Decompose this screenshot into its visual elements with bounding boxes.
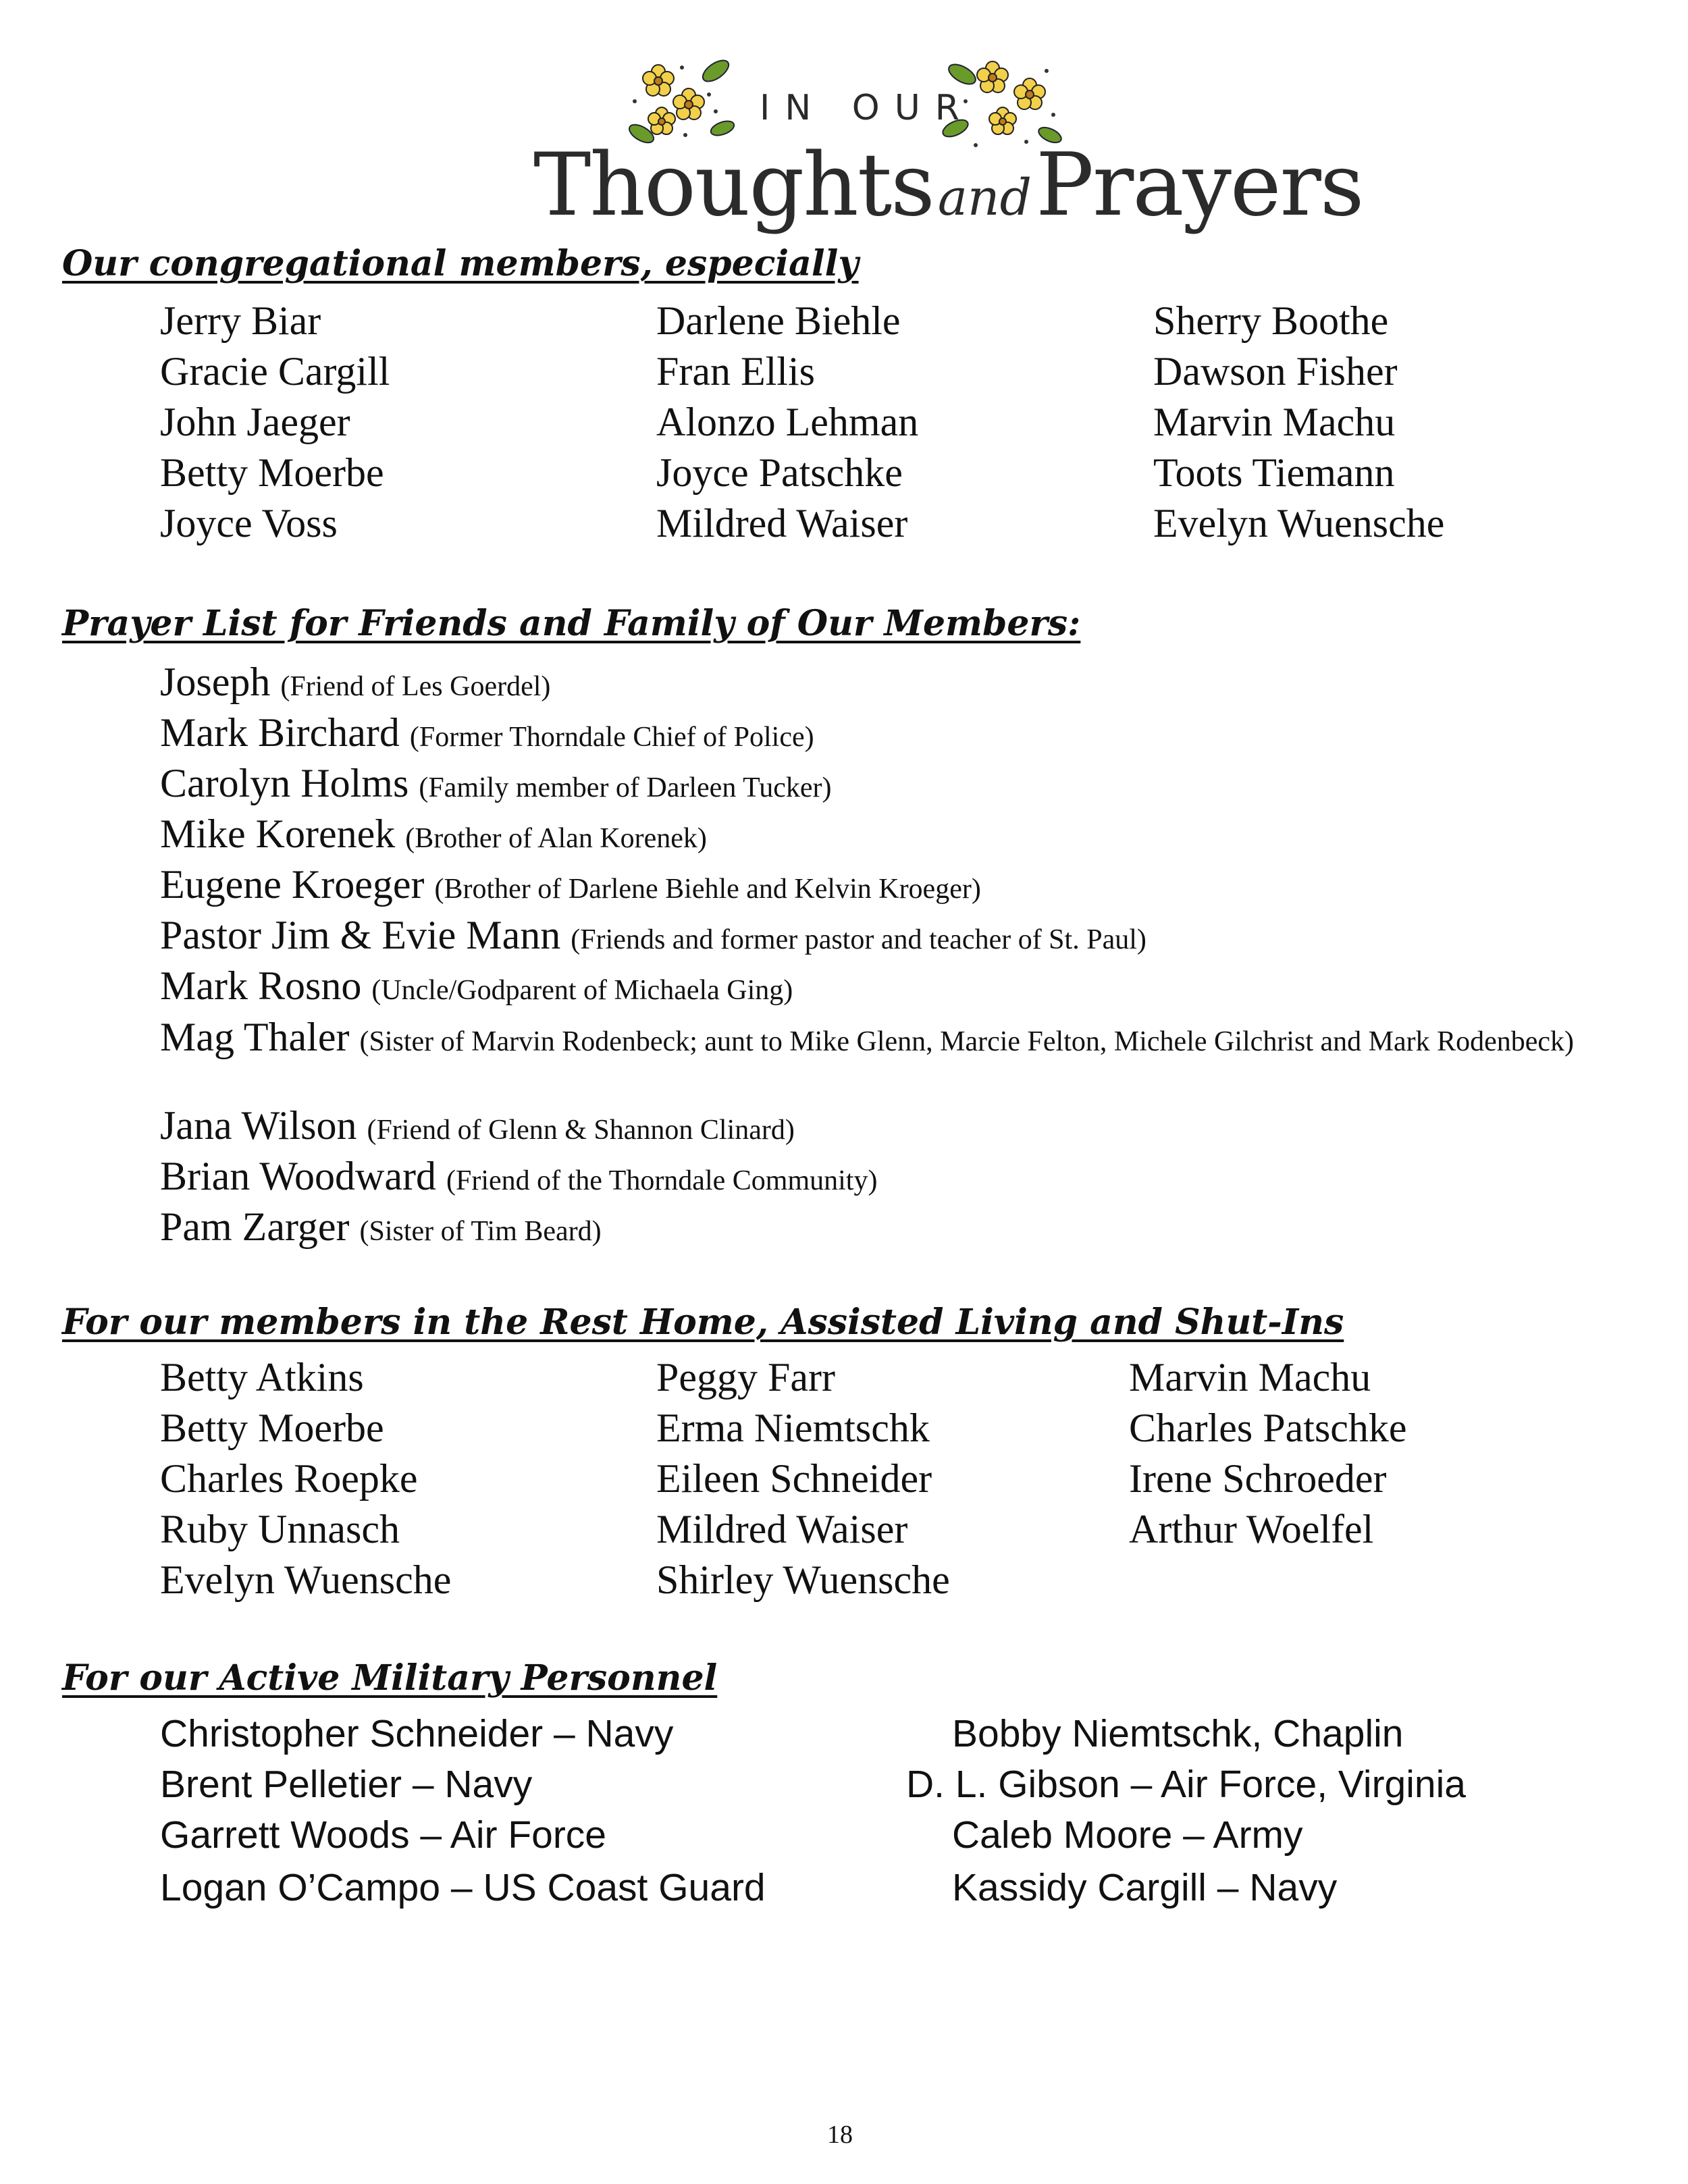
list-item: Brent Pelletier – Navy — [160, 1763, 533, 1806]
prayer-name: Joseph — [160, 660, 271, 704]
page-number: 18 — [827, 2121, 853, 2149]
prayer-note: (Family member of Darleen Tucker) — [419, 772, 832, 803]
list-item: Marvin Machu — [1129, 1355, 1371, 1400]
list-item: Irene Schroeder — [1129, 1456, 1387, 1501]
prayer-note: (Uncle/Godparent of Michaela Ging) — [371, 975, 793, 1006]
list-item: Evelyn Wuensche — [160, 1557, 452, 1602]
list-item — [160, 1206, 602, 1247]
header-logo — [520, 54, 1363, 250]
prayer-name: Brian Woodward — [160, 1154, 436, 1198]
prayer-name: Pam Zarger — [160, 1204, 350, 1249]
prayer-name: Mark Birchard — [160, 710, 400, 755]
list-item: Sherry Boothe — [1153, 298, 1389, 343]
prayer-name: Mark Rosno — [160, 963, 362, 1008]
list-item: Peggy Farr — [656, 1355, 835, 1400]
list-item: Evelyn Wuensche — [1153, 501, 1445, 545]
list-item — [160, 1156, 877, 1196]
list-item — [160, 763, 832, 803]
prayer-note: (Brother of Alan Korenek) — [405, 823, 707, 854]
prayer-note: (Friend of Les Goerdel) — [280, 671, 551, 702]
prayer-note: (Brother of Darlene Biehle and Kelvin Kroeger) — [434, 874, 981, 905]
prayer-note: (Friend of Glenn & Shannon Clinard) — [367, 1115, 795, 1146]
list-item — [160, 1105, 795, 1146]
list-item: Bobby Niemtschk, Chaplin — [952, 1712, 1404, 1755]
list-item: Marvin Machu — [1153, 400, 1396, 444]
list-item: John Jaeger — [160, 400, 350, 444]
prayer-name: Mag Thaler — [160, 1015, 350, 1059]
list-item: Toots Tiemann — [1153, 450, 1395, 495]
list-item: Darlene Biehle — [656, 298, 901, 343]
list-item: Christopher Schneider – Navy — [160, 1712, 674, 1755]
prayer-note: (Sister of Tim Beard) — [359, 1216, 602, 1247]
list-item — [160, 864, 981, 905]
logo-prayers: Prayers — [1035, 135, 1363, 236]
list-item — [160, 662, 550, 702]
logo-in-our: IN OUR — [760, 88, 974, 128]
military-heading: For our Active Military Personnel — [62, 1657, 718, 1699]
list-item: Charles Roepke — [160, 1456, 418, 1501]
congregational-heading: Our congregational members, especially — [62, 243, 859, 284]
list-item: Kassidy Cargill – Navy — [952, 1866, 1338, 1909]
list-item: Arthur Woelfel — [1129, 1507, 1374, 1551]
list-item: Ruby Unnasch — [160, 1507, 400, 1551]
logo-thoughts: Thoughts — [533, 135, 934, 236]
list-item: Shirley Wuensche — [656, 1557, 950, 1602]
prayer-note: (Sister of Marvin Rodenbeck; aunt to Mike Glenn, Marcie Felton, Michele Gilchrist and Mark Rodenbeck) — [359, 1026, 1575, 1057]
list-item: Joyce Patschke — [656, 450, 903, 495]
list-item: Betty Moerbe — [160, 450, 384, 495]
list-item: Eileen Schneider — [656, 1456, 932, 1501]
list-item: Erma Niemtschk — [656, 1406, 930, 1450]
logo-title — [533, 135, 1363, 236]
list-item: Joyce Voss — [160, 501, 338, 545]
list-item — [160, 915, 1146, 955]
list-item: Mildred Waiser — [656, 501, 908, 545]
list-item — [160, 811, 707, 856]
list-item: Caleb Moore – Army — [952, 1813, 1303, 1857]
friends-family-heading: Prayer List for Friends and Family of Our Members: — [62, 603, 1081, 644]
prayer-name: Carolyn Holms — [160, 761, 409, 805]
list-item: D. L. Gibson – Air Force, Virginia — [906, 1763, 1466, 1806]
prayer-name: Eugene Kroeger — [160, 862, 425, 907]
list-item: Jerry Biar — [160, 298, 321, 343]
logo-and: and — [937, 169, 1032, 227]
list-item: Dawson Fisher — [1153, 349, 1398, 394]
prayer-name: Jana Wilson — [160, 1103, 357, 1148]
list-item: Garrett Woods – Air Force — [160, 1813, 607, 1857]
list-item: Mildred Waiser — [656, 1507, 908, 1551]
list-item: Fran Ellis — [656, 349, 815, 394]
prayer-note: (Friend of the Thorndale Community) — [446, 1165, 878, 1196]
prayer-name: Mike Korenek — [160, 811, 396, 856]
list-item: Gracie Cargill — [160, 349, 390, 394]
list-item: Betty Atkins — [160, 1355, 364, 1400]
rest-home-heading: For our members in the Rest Home, Assisted Living and Shut-Ins — [62, 1302, 1344, 1343]
list-item: Alonzo Lehman — [656, 400, 919, 444]
flower-cluster-left-icon — [621, 54, 743, 149]
list-item — [160, 1016, 1645, 1059]
list-item — [160, 712, 814, 753]
prayer-note: (Friends and former pastor and teacher of St. Paul) — [571, 924, 1146, 955]
prayer-name: Pastor Jim & Evie Mann — [160, 913, 561, 957]
prayer-note: (Former Thorndale Chief of Police) — [409, 722, 814, 753]
list-item: Betty Moerbe — [160, 1406, 384, 1450]
list-item: Logan O’Campo – US Coast Guard — [160, 1866, 766, 1909]
list-item: Charles Patschke — [1129, 1406, 1407, 1450]
list-item — [160, 965, 793, 1006]
